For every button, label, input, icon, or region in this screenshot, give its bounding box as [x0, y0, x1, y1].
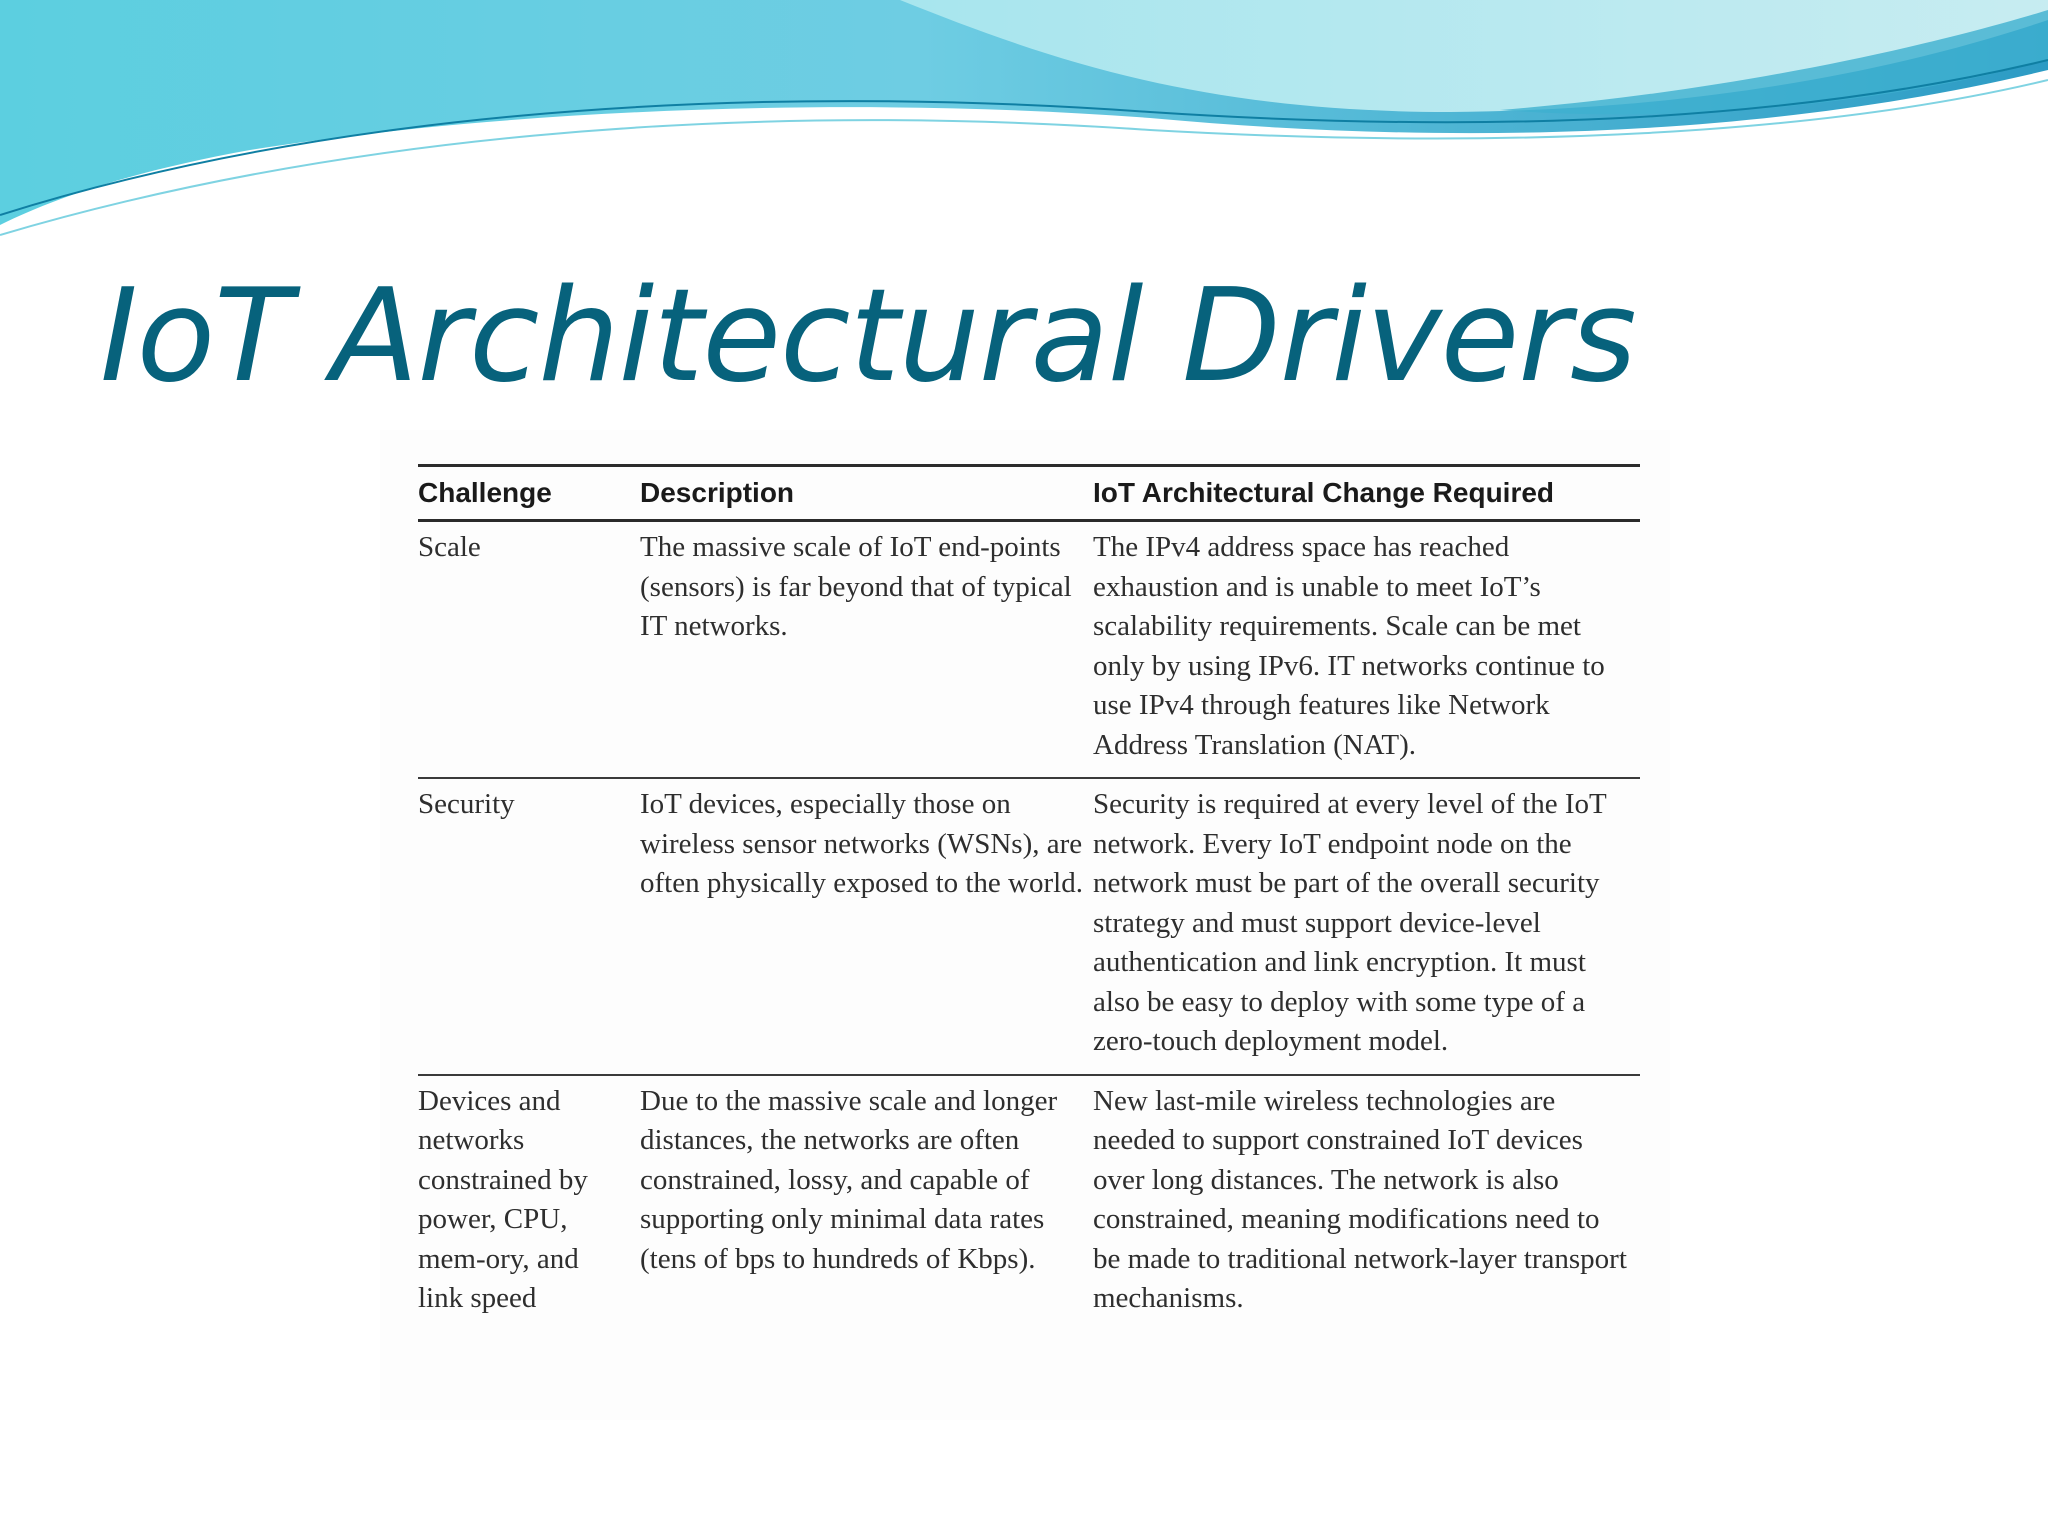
cell-challenge: Scale — [418, 521, 640, 779]
cell-description: The massive scale of IoT end-points (sensors) is far beyond that of typical IT networks. — [640, 521, 1093, 779]
table-row — [418, 778, 1640, 1075]
header-wave-decoration — [0, 0, 2048, 260]
table-header-row — [418, 466, 1640, 521]
header-challenge: Challenge — [418, 466, 640, 521]
cell-description: IoT devices, especially those on wireless sensor networks (WSNs), are often physically exposed to the world. — [640, 778, 1093, 1075]
table-image — [380, 430, 1670, 1420]
table-row — [418, 1075, 1640, 1331]
table-row — [418, 521, 1640, 779]
header-description: Description — [640, 466, 1093, 521]
header-change-required: IoT Architectural Change Required — [1093, 466, 1640, 521]
cell-challenge: Devices and networks constrained by power, CPU, mem-ory, and link speed — [418, 1084, 588, 1314]
cell-challenge: Security — [418, 778, 640, 1075]
cell-change: The IPv4 address space has reached exhaustion and is unable to meet IoT’s scalability requirements. Scale can be met only by using IPv6. IT networks continue to use IPv4 through features like Network Address Translation (NAT). — [1093, 521, 1640, 779]
cell-change: Security is required at every level of the IoT network. Every IoT endpoint node on the network must be part of the overall security strategy and must support device-level authentication and link encryption. It must also be easy to deploy with some type of a zero-touch deployment model. — [1093, 778, 1640, 1075]
cell-description: Due to the massive scale and longer distances, the networks are often constrained, lossy, and capable of supporting only minimal data rates (tens of bps to hundreds of Kbps). — [640, 1084, 1058, 1275]
slide-title: IoT Architectural Drivers — [100, 262, 1636, 411]
drivers-table — [418, 464, 1640, 1331]
cell-change: New last-mile wireless technologies are needed to support constrained IoT devices over long distances. The network is also constrained, meaning modifications need to be made to traditional network-layer transport mechanisms. — [1093, 1084, 1627, 1314]
